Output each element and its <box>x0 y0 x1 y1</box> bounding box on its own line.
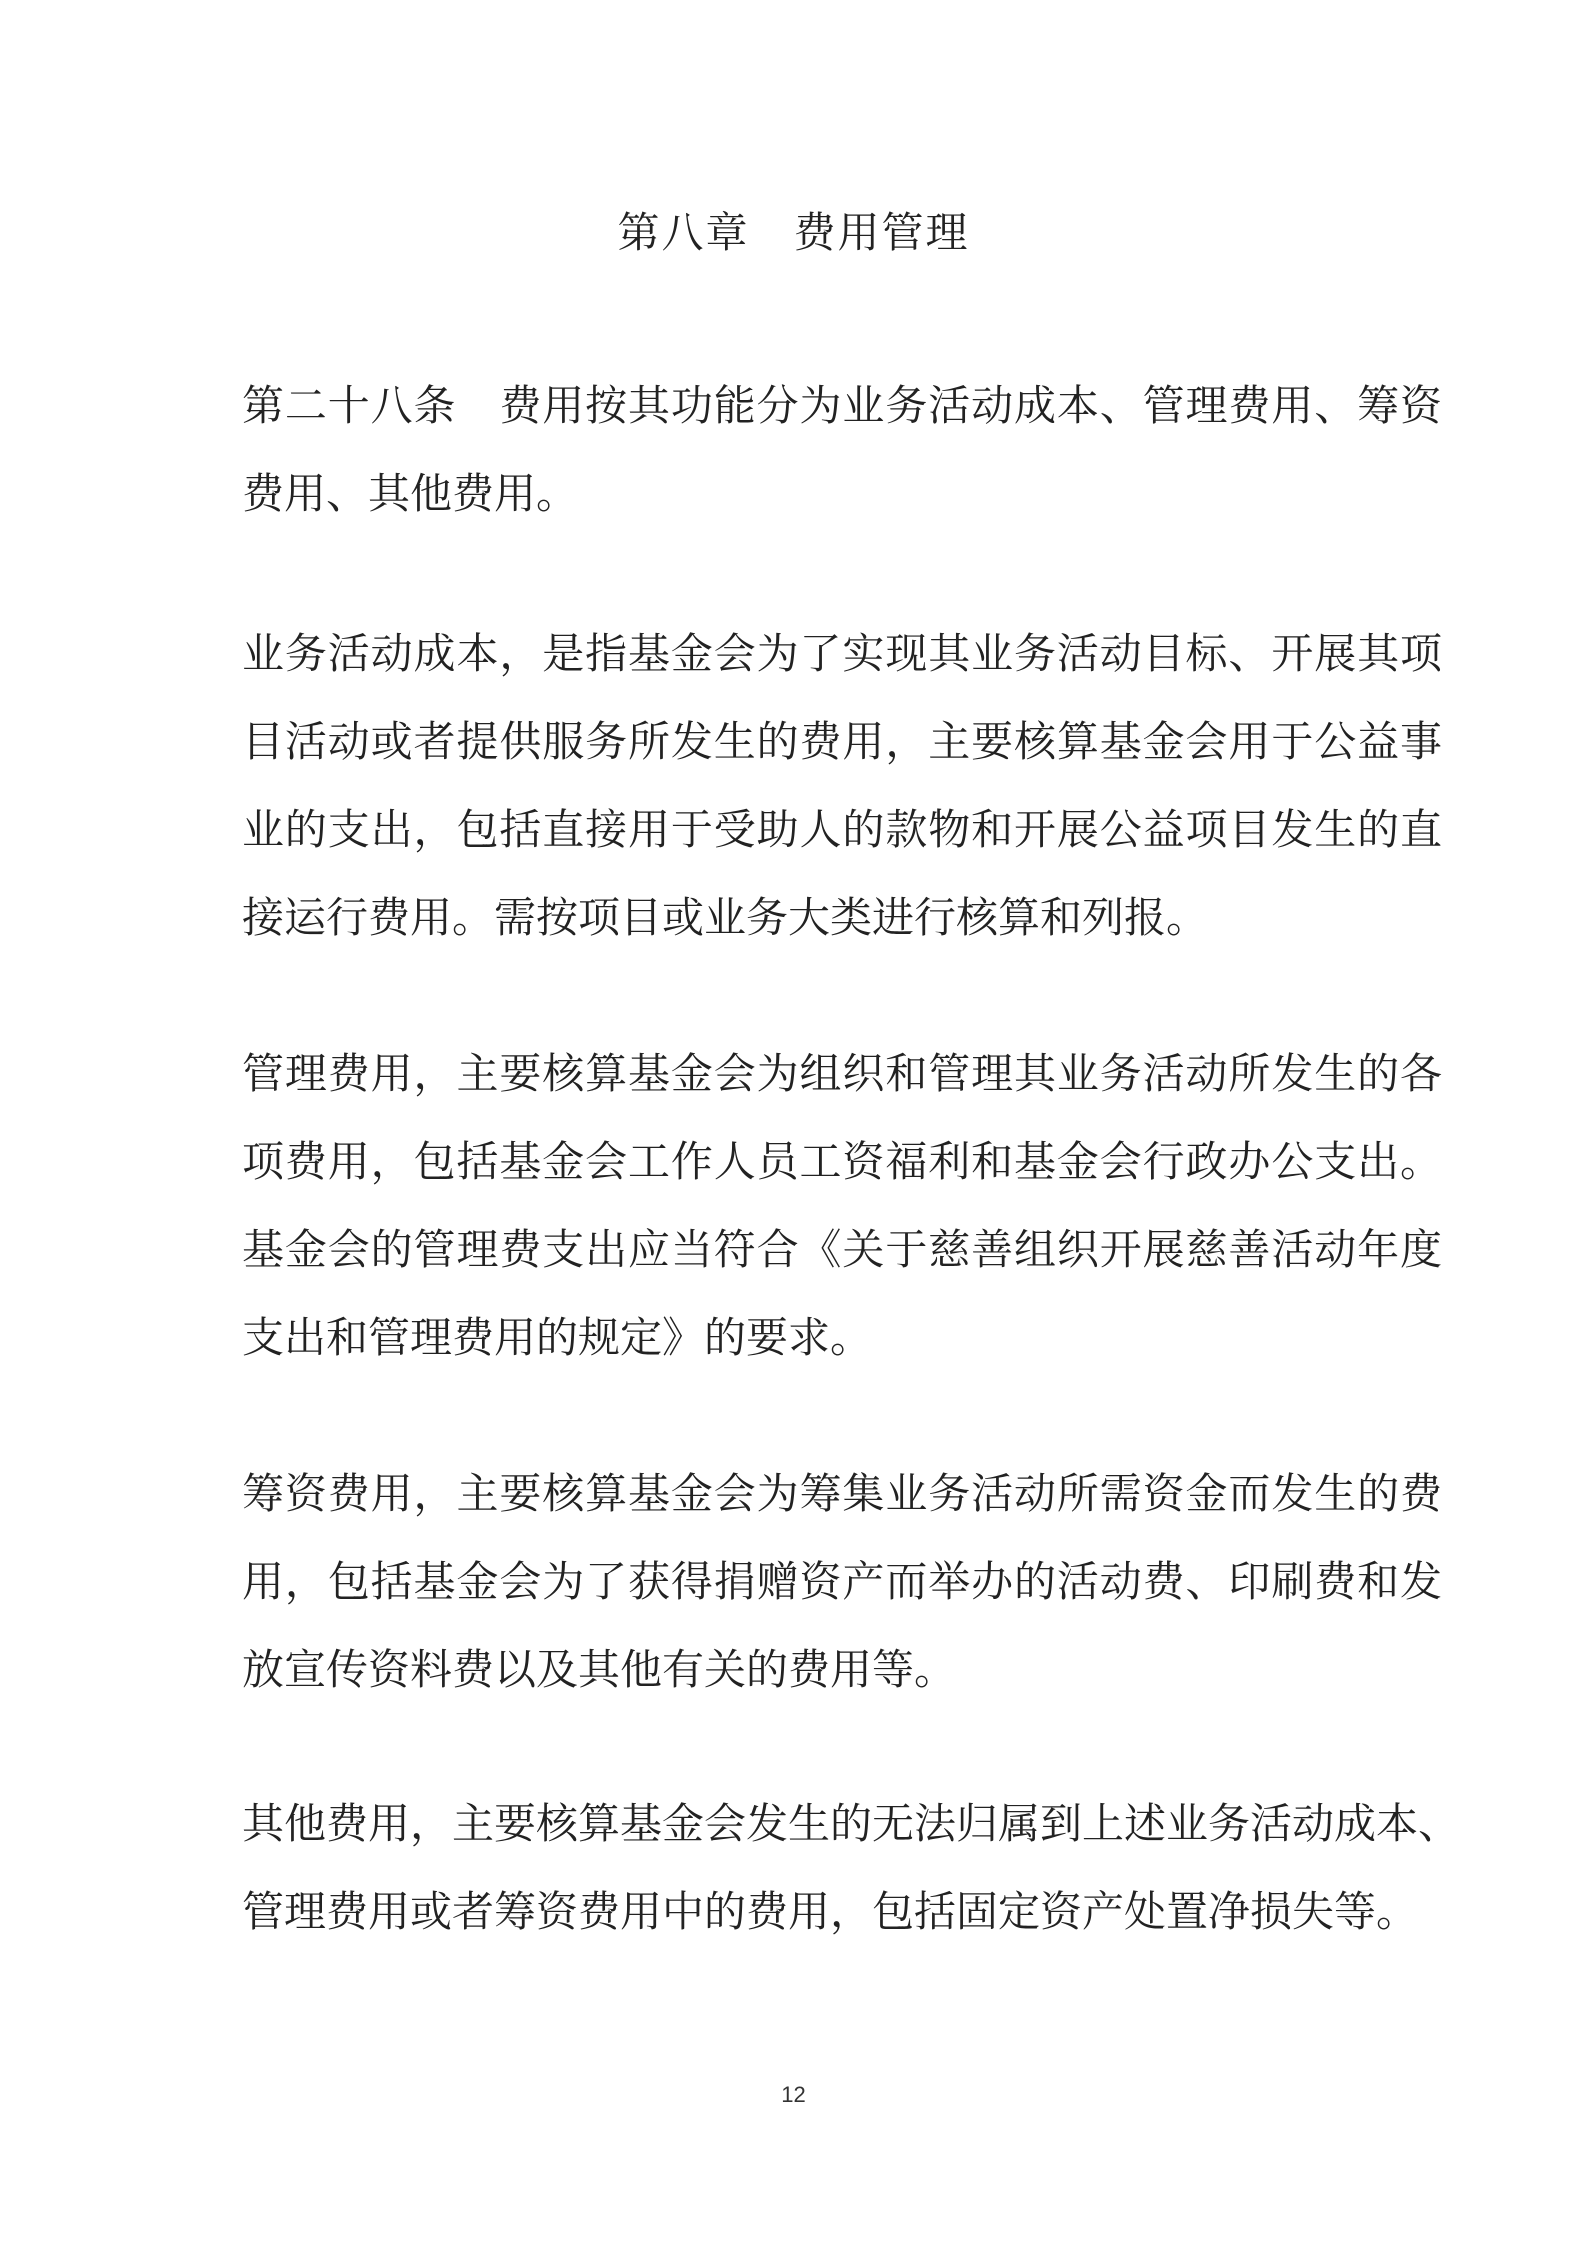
paragraph-line: 支出和管理费用的规定》的要求。 <box>242 1313 873 1362</box>
paragraph-line: 用，包括基金会为了获得捐赠资产而举办的活动费、印刷费和发 <box>242 1557 1442 1606</box>
paragraph-line: 目活动或者提供服务所发生的费用，主要核算基金会用于公益事 <box>242 717 1442 766</box>
paragraph-fundraising-expense <box>242 1450 1442 1714</box>
chapter-title: 第八章 费用管理 <box>617 208 970 257</box>
article-label: 第二十八条 <box>242 381 500 430</box>
paragraph-line: 项费用，包括基金会工作人员工资福利和基金会行政办公支出。 <box>242 1137 1442 1186</box>
article-28-text-1: 费用按其功能分为业务活动成本、管理费用、筹资 <box>499 381 1442 430</box>
paragraph-line: 基金会的管理费支出应当符合《关于慈善组织开展慈善活动年度 <box>242 1225 1442 1274</box>
paragraph-line: 筹资费用，主要核算基金会为筹集业务活动所需资金而发生的费 <box>242 1469 1442 1518</box>
paragraph-management-expense <box>242 1030 1442 1382</box>
paragraph-line: 管理费用或者筹资费用中的费用，包括固定资产处置净损失等。 <box>242 1887 1419 1936</box>
article-28-line-2: 费用、其他费用。 <box>242 469 579 518</box>
paragraph-line: 接运行费用。需按项目或业务大类进行核算和列报。 <box>242 893 1209 942</box>
paragraph-business-cost <box>242 610 1442 962</box>
article-28 <box>242 362 1442 538</box>
paragraph-line: 业务活动成本，是指基金会为了实现其业务活动目标、开展其项 <box>242 629 1442 678</box>
article-28-line-1 <box>242 362 1442 450</box>
paragraph-other-expense <box>242 1780 1461 1956</box>
paragraph-line: 放宣传资料费以及其他有关的费用等。 <box>242 1645 957 1694</box>
paragraph-line: 业的支出，包括直接用于受助人的款物和开展公益项目发生的直 <box>242 805 1442 854</box>
paragraph-line: 管理费用，主要核算基金会为组织和管理其业务活动所发生的各 <box>242 1049 1442 1098</box>
paragraph-line: 其他费用，主要核算基金会发生的无法归属到上述业务活动成本、 <box>242 1799 1461 1848</box>
page-number: 12 <box>781 2082 806 2107</box>
